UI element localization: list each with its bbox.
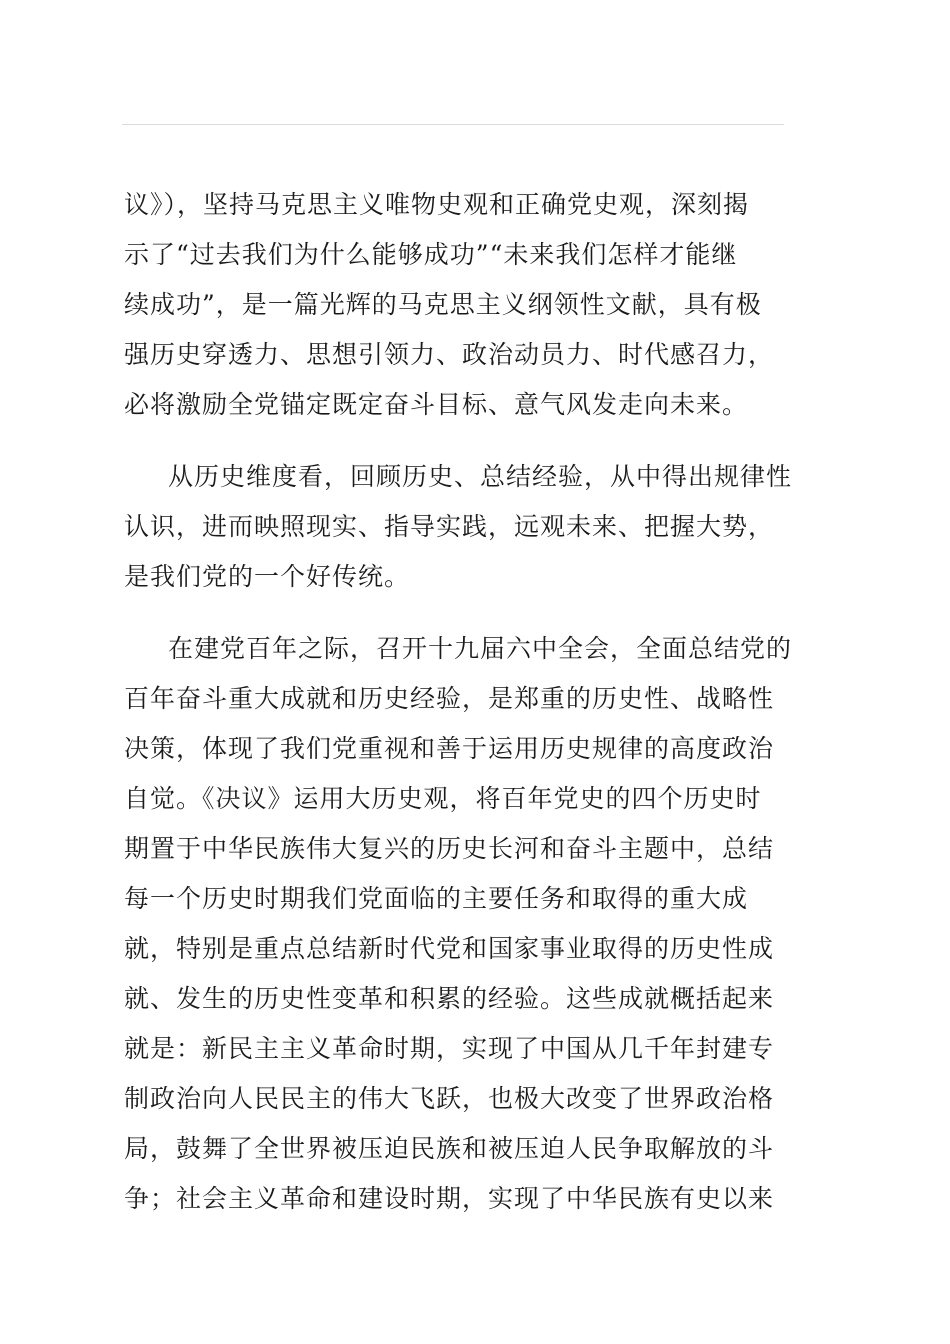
text-line: 期置于中华民族伟大复兴的历史长河和奋斗主题中，总结 — [124, 834, 775, 863]
paragraph-2 — [124, 452, 793, 602]
text-line: 强历史穿透力、思想引领力、政治动员力、时代感召力， — [124, 340, 775, 369]
text-line: 每一个历史时期我们党面临的主要任务和取得的重大成 — [124, 884, 749, 913]
text-line: 从历史维度看，回顾历史、总结经验，从中得出规律性 — [168, 462, 793, 491]
text-line: 在建党百年之际，召开十九届六中全会，全面总结党的 — [168, 634, 793, 663]
text-line: 就、发生的历史性变革和积累的经验。这些成就概括起来 — [124, 984, 775, 1013]
document-body — [124, 180, 793, 1246]
paragraph-3 — [124, 624, 793, 1224]
text-line: 就是：新民主主义革命时期，实现了中国从几千年封建专 — [124, 1034, 775, 1063]
text-line: 百年奋斗重大成就和历史经验，是郑重的历史性、战略性 — [124, 684, 775, 713]
text-line: 局，鼓舞了全世界被压迫民族和被压迫人民争取解放的斗 — [124, 1134, 775, 1163]
text-line: 争；社会主义革命和建设时期，实现了中华民族有史以来 — [124, 1184, 775, 1213]
text-line: 制政治向人民民主的伟大飞跃，也极大改变了世界政治格 — [124, 1084, 775, 1113]
text-line: 示了“过去我们为什么能够成功”“未来我们怎样才能继 — [124, 240, 738, 269]
text-line: 认识，进而映照现实、指导实践，远观未来、把握大势， — [124, 512, 775, 541]
text-line: 议》），坚持马克思主义唯物史观和正确党史观，深刻揭 — [124, 190, 750, 219]
paragraph-1 — [124, 180, 784, 430]
header-divider — [122, 124, 784, 125]
text-line: 续成功”，是一篇光辉的马克思主义纲领性文献，具有极 — [124, 290, 762, 319]
text-line: 必将激励全党锚定既定奋斗目标、意气风发走向未来。 — [124, 390, 749, 419]
text-line: 就，特别是重点总结新时代党和国家事业取得的历史性成 — [124, 934, 775, 963]
text-line: 是我们党的一个好传统。 — [124, 562, 411, 591]
text-line: 自觉。《决议》运用大历史观，将百年党史的四个历史时 — [124, 784, 762, 813]
text-line: 决策，体现了我们党重视和善于运用历史规律的高度政治 — [124, 734, 775, 763]
